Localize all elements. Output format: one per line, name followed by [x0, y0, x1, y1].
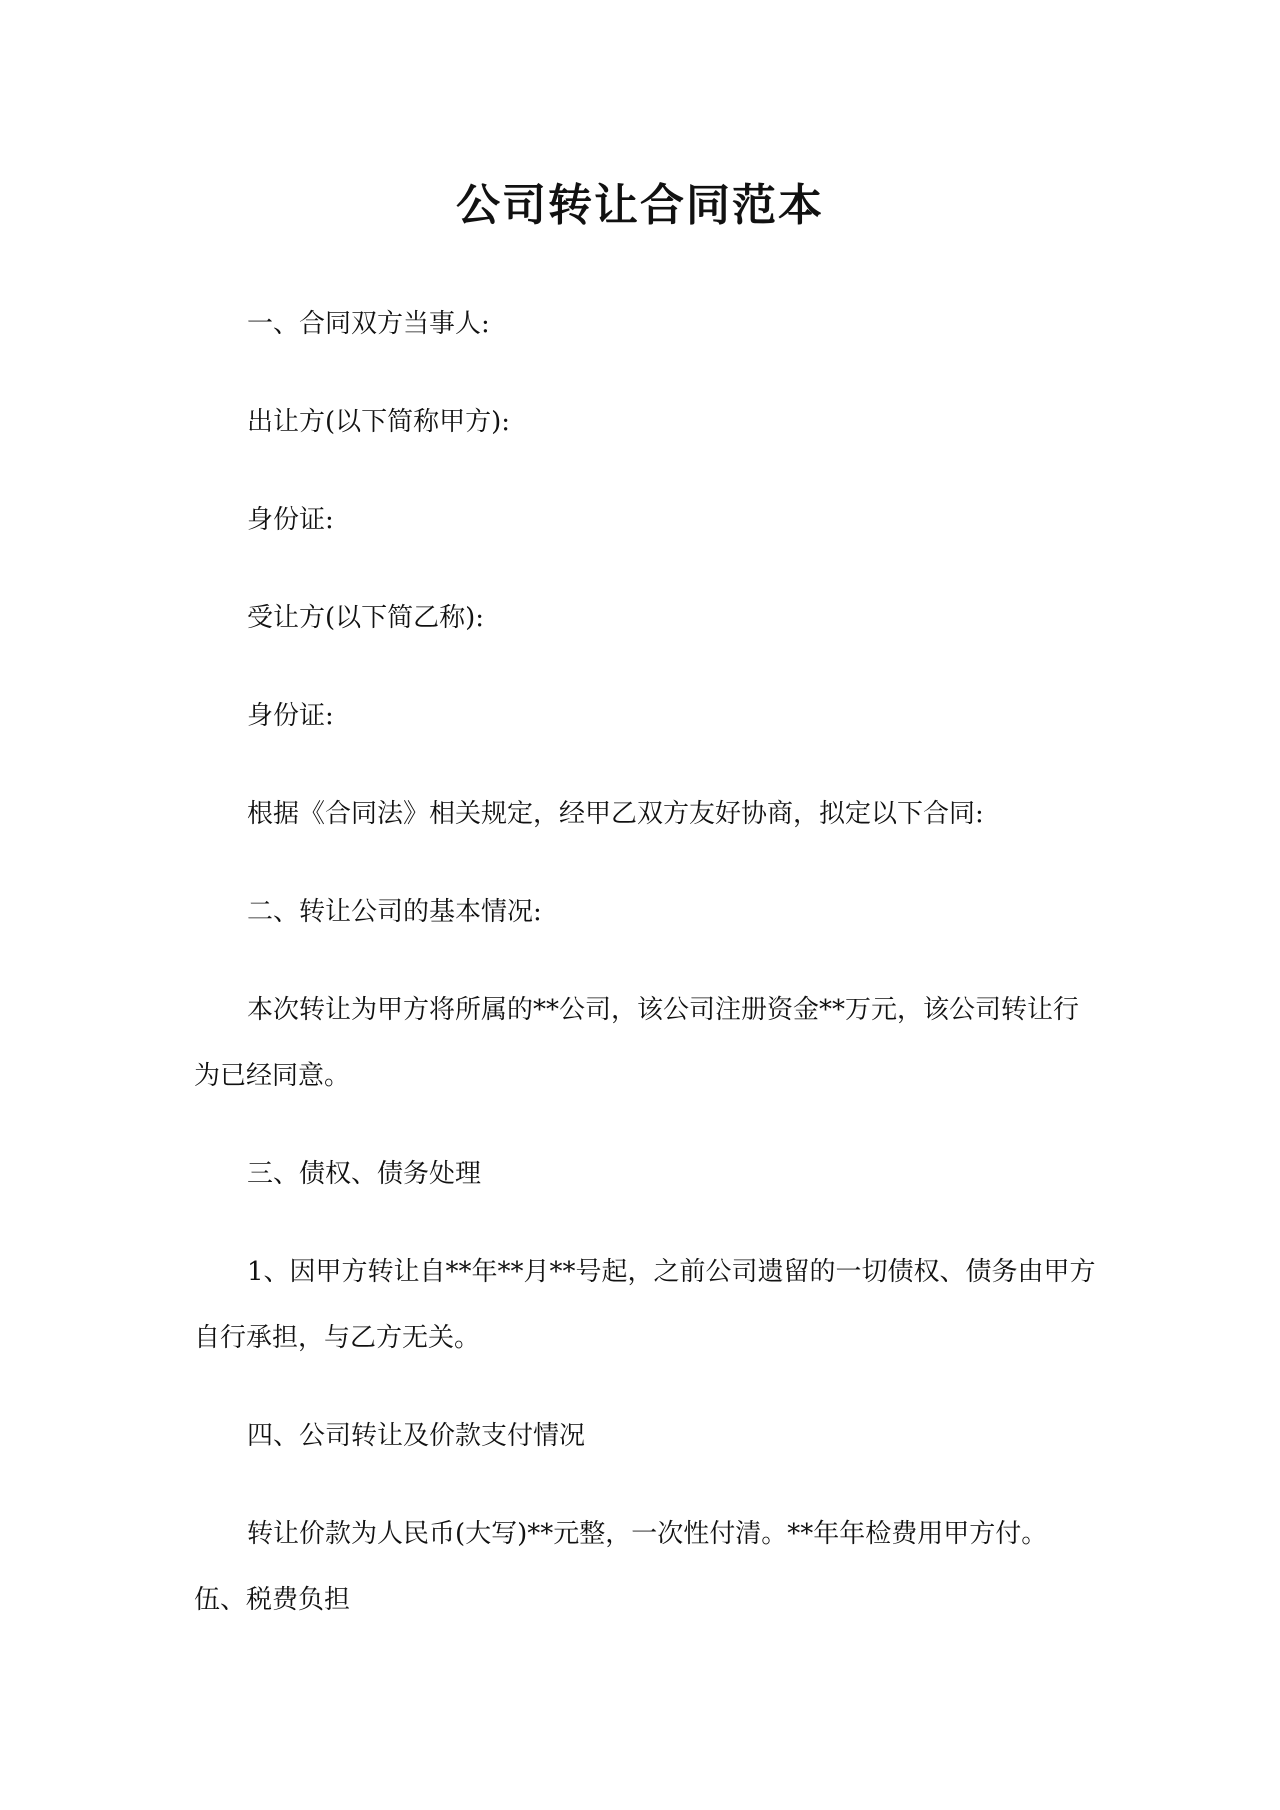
transferor-field: 出让方(以下简称甲方):	[247, 407, 511, 437]
section-heading-company-info: 二、转让公司的基本情况:	[247, 897, 542, 927]
transferee-id-field: 身份证:	[247, 701, 334, 731]
section-heading-parties: 一、合同双方当事人:	[247, 309, 490, 339]
company-info-paragraph-line-1: 本次转让为甲方将所属的**公司，该公司注册资金**万元，该公司转让行	[247, 995, 1080, 1025]
document-title: 公司转让合同范本	[456, 180, 824, 231]
section-heading-payment: 四、公司转让及价款支付情况	[247, 1421, 586, 1451]
transferee-field: 受让方(以下简乙称):	[247, 603, 485, 633]
company-info-paragraph-line-2: 为已经同意。	[194, 1061, 351, 1091]
payment-paragraph: 转让价款为人民币(大写)**元整，一次性付清。**年年检费用甲方付。	[247, 1519, 1048, 1549]
legal-basis-paragraph: 根据《合同法》相关规定，经甲乙双方友好协商，拟定以下合同:	[247, 799, 984, 829]
transferor-id-field: 身份证:	[247, 505, 334, 535]
debts-paragraph-line-1: 1、因甲方转让自**年**月**号起，之前公司遗留的一切债权、债务由甲方	[247, 1257, 1096, 1287]
section-heading-debts: 三、债权、债务处理	[247, 1159, 482, 1189]
section-heading-taxes: 伍、税费负担	[194, 1585, 351, 1615]
debts-paragraph-line-2: 自行承担，与乙方无关。	[194, 1323, 481, 1353]
